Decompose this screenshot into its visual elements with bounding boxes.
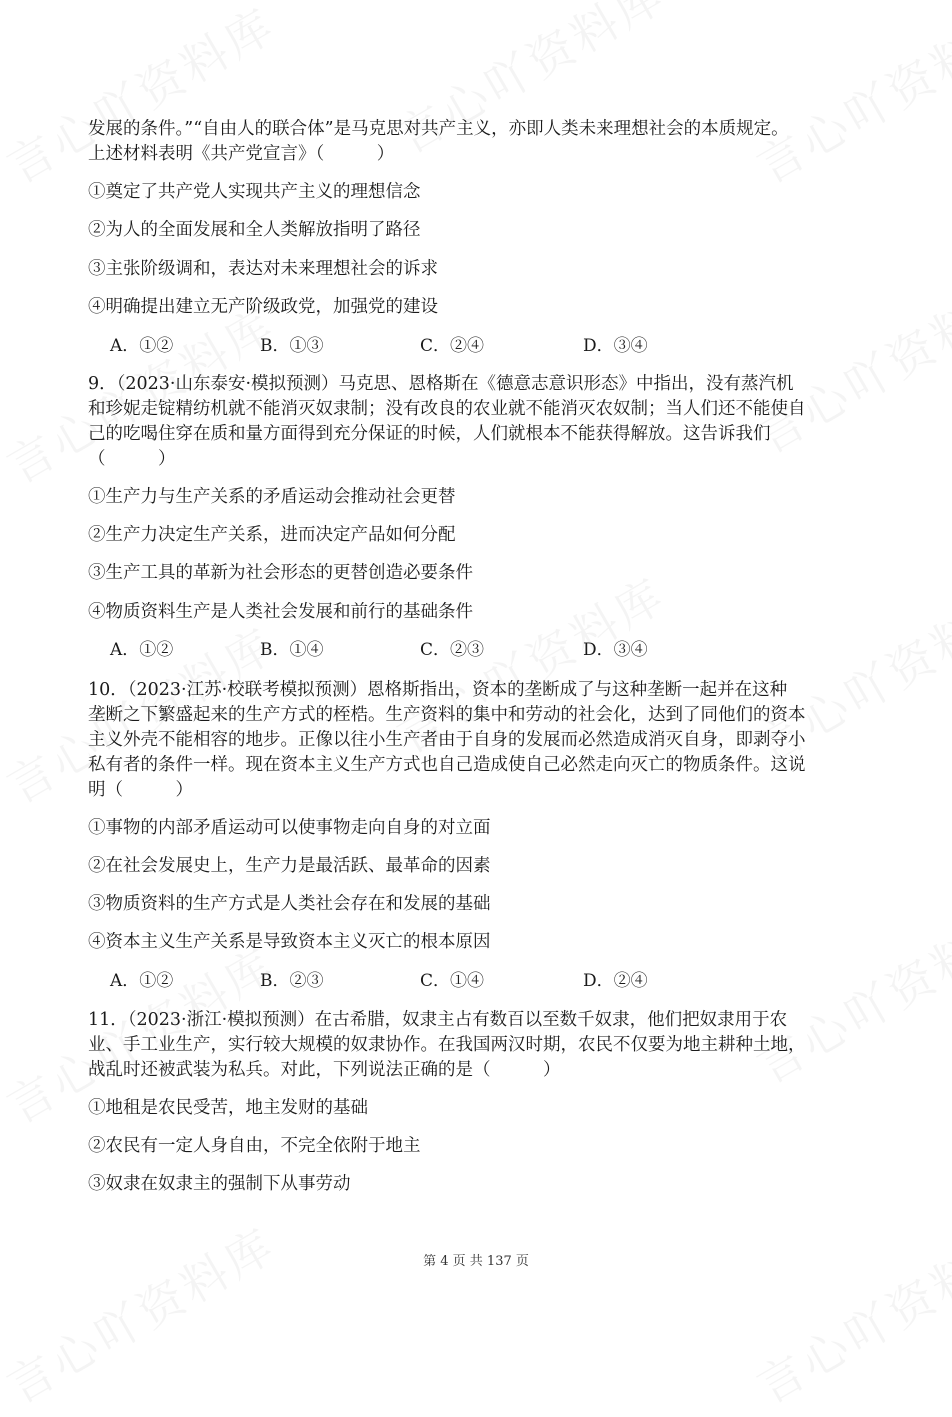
option-b[interactable]: B．①④ <box>260 640 324 660</box>
q11-item-3: ③奴隶在奴隶主的强制下从事劳动 <box>88 1174 351 1194</box>
option-b[interactable]: B．①③ <box>260 336 324 356</box>
watermark <box>384 0 677 167</box>
q10-item-1: ①事物的内部矛盾运动可以使事物走向自身的对立面 <box>88 818 491 838</box>
q10-stem-line: 明（ ） <box>88 780 193 800</box>
q11-item-1: ①地租是农民受苦，地主发财的基础 <box>88 1098 368 1118</box>
q9-item-3: ③生产工具的革新为社会形态的更替创造必要条件 <box>88 563 473 583</box>
q9-stem-line: 9．（2023·山东泰安·模拟预测）马克思、恩格斯在《德意志意识形态》中指出，没有蒸汽机 <box>88 374 794 394</box>
option-a[interactable]: A．①② <box>110 971 174 991</box>
q10-stem-line: 垄断之下繁盛起来的生产方式的桎梏。生产资料的集中和劳动的社会化，达到了同他们的资本 <box>88 705 806 725</box>
q9-item-2: ②生产力决定生产关系，进而决定产品如何分配 <box>88 525 456 545</box>
watermark <box>0 1209 286 1416</box>
option-d[interactable]: D．③④ <box>583 640 648 660</box>
option-b[interactable]: B．②③ <box>260 971 324 991</box>
q8-stem-line: 上述材料表明《共产党宣言》（ ） <box>88 144 395 164</box>
q9-stem-line: （ ） <box>88 449 176 469</box>
q8-item-1: ①奠定了共产党人实现共产主义的理想信念 <box>88 182 421 202</box>
watermark <box>0 0 286 197</box>
option-a[interactable]: A．①② <box>110 336 174 356</box>
q9-stem-line: 己的吃喝住穿在质和量方面得到充分保证的时候，人们就根本不能获得解放。这告诉我们 <box>88 424 771 444</box>
watermark <box>744 0 952 197</box>
q11-item-2: ②农民有一定人身自由，不完全依附于地主 <box>88 1136 421 1156</box>
q10-item-2: ②在社会发展史上，生产力是最活跃、最革命的因素 <box>88 856 491 876</box>
option-a[interactable]: A．①② <box>110 640 174 660</box>
option-c[interactable]: C．②③ <box>420 640 485 660</box>
q10-stem-line: 主义外壳不能相容的地步。正像以往小生产者由于自身的发展而必然造成消灭自身，即剥夺小 <box>88 730 806 750</box>
q9-item-4: ④物质资料生产是人类社会发展和前行的基础条件 <box>88 602 473 622</box>
option-c[interactable]: C．①④ <box>420 971 485 991</box>
page-footer: 第 4 页 共 137 页 <box>423 1254 529 1269</box>
q10-item-4: ④资本主义生产关系是导致资本主义灭亡的根本原因 <box>88 932 491 952</box>
q10-item-3: ③物质资料的生产方式是人类社会存在和发展的基础 <box>88 894 491 914</box>
q10-stem-line: 私有者的条件一样。现在资本主义生产方式也自己造成使自己必然走向灭亡的物质条件。这说 <box>88 755 806 775</box>
option-c[interactable]: C．②④ <box>420 336 485 356</box>
watermark <box>744 889 952 1096</box>
q8-stem-line: 发展的条件。”“自由人的联合体”是马克思对共产主义，亦即人类未来理想社会的本质规定。 <box>88 119 789 139</box>
option-d[interactable]: D．③④ <box>583 336 648 356</box>
q11-stem-line: 战乱时还被武装为私兵。对此，下列说法正确的是（ ） <box>88 1060 561 1080</box>
q9-stem-line: 和珍妮走锭精纺机就不能消灭奴隶制；没有改良的农业就不能消灭农奴制；当人们还不能使自 <box>88 399 806 419</box>
q9-item-1: ①生产力与生产关系的矛盾运动会推动社会更替 <box>88 487 456 507</box>
watermark <box>744 259 952 466</box>
q8-item-4: ④明确提出建立无产阶级政党，加强党的建设 <box>88 297 438 317</box>
q8-item-3: ③主张阶级调和，表达对未来理想社会的诉求 <box>88 259 438 279</box>
q10-stem-line: 10．（2023·江苏·校联考模拟预测）恩格斯指出，资本的垄断成了与这种垄断一起并在这种 <box>88 680 788 700</box>
q8-item-2: ②为人的全面发展和全人类解放指明了路径 <box>88 220 421 240</box>
q11-stem-line: 11．（2023·浙江·模拟预测）在古希腊，奴隶主占有数百以至数千奴隶，他们把奴隶用于农 <box>88 1010 788 1030</box>
watermark <box>744 1209 952 1416</box>
option-d[interactable]: D．②④ <box>583 971 648 991</box>
q11-stem-line: 业、手工业生产，实行较大规模的奴隶协作。在我国两汉时期，农民不仅要为地主耕种土地， <box>88 1035 806 1055</box>
